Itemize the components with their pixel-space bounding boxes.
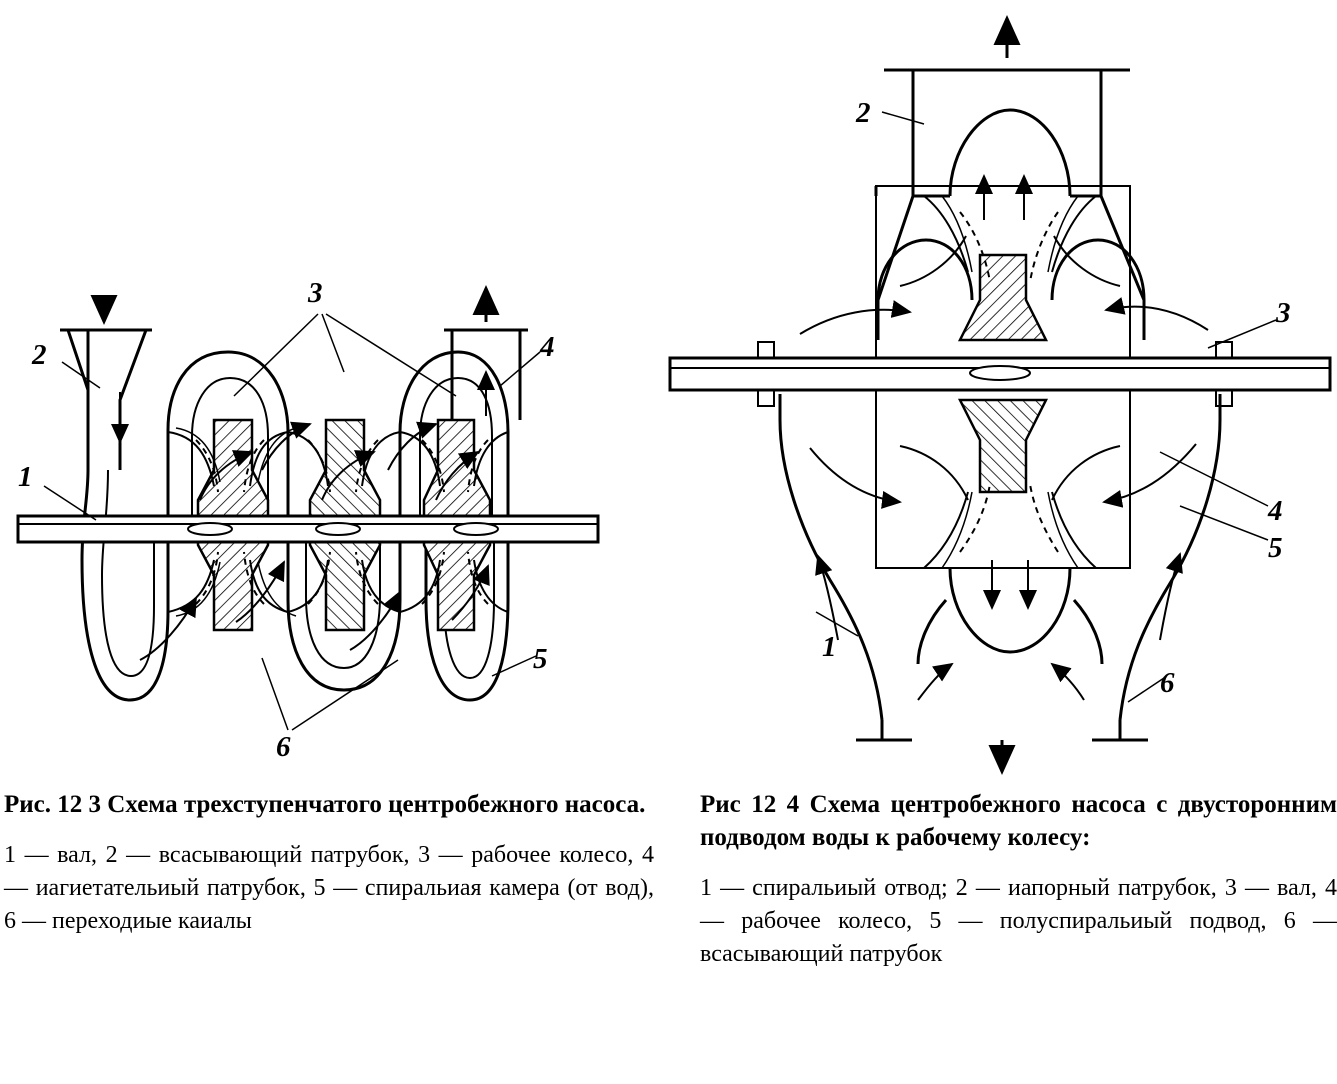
callout-6: 6 (1160, 667, 1175, 699)
callout-1: 1 (822, 631, 837, 663)
suction-nozzle (60, 300, 152, 470)
callout-3: 3 (308, 277, 323, 309)
callout-6: 6 (276, 731, 291, 763)
figure-124-caption-title: Рис 12 4 Схема центробежного насоса с двусторонним подводом воды к рабочему колесу: (700, 791, 1337, 851)
callout-2: 2 (856, 97, 871, 129)
figure-123-drawing (0, 0, 660, 780)
figure-123-caption (4, 788, 654, 938)
callout-4: 4 (540, 331, 555, 363)
figure-124-svg (660, 0, 1337, 780)
discharge-nozzle-top (884, 18, 1130, 196)
callout-2: 2 (32, 339, 47, 371)
callout-5: 5 (1268, 532, 1283, 564)
figure-123-legend: 1 — вал, 2 — всасывающий патрубок, 3 — рабочее колесо, 4 — иагиетательиый патрубок, 5 — спиральиая камера (от вод), 6 — переходиые каиалы (4, 842, 654, 935)
callout-5: 5 (533, 643, 548, 675)
figure-123-caption-title: Рис. 12 3 Схема трехступенчатого центробежного насоса. (4, 791, 646, 818)
figure-124-legend: 1 — спиральиый отвод; 2 — иапорный патрубок, 3 — вал, 4 — рабочее колесо, 5 — полуспиральиый подвод, 6 — всасывающий патрубок (700, 875, 1337, 968)
figure-124-caption (700, 788, 1337, 971)
callout-1: 1 (18, 461, 33, 493)
pump-shaft (18, 516, 598, 542)
leader-lines-right (816, 112, 1276, 702)
callout-4: 4 (1268, 495, 1283, 527)
figure-124-drawing (660, 0, 1337, 780)
figure-123-svg (0, 0, 660, 780)
callout-3: 3 (1276, 297, 1291, 329)
pump-shaft-right (670, 342, 1330, 406)
